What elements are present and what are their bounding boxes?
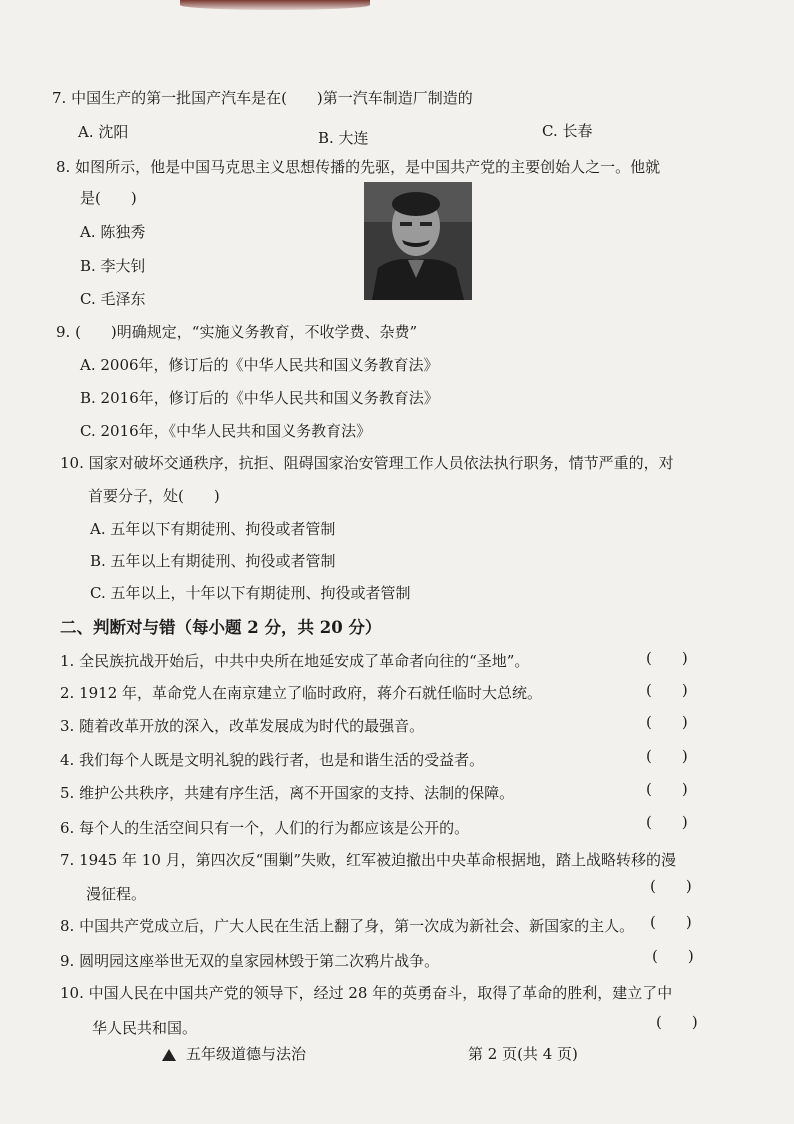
footer-subject-text: 五年级道德与法治 bbox=[186, 1045, 307, 1063]
tf-item-9: 9. 圆明园这座举世无双的皇家园林毁于第二次鸦片战争。 bbox=[60, 952, 440, 970]
tf-answer-5: ( ) bbox=[646, 780, 688, 798]
tf-answer-10: ( ) bbox=[656, 1013, 698, 1031]
portrait-figure bbox=[364, 182, 472, 300]
q9-option-a: A. 2006年，修订后的《中华人民共和国义务教育法》 bbox=[80, 356, 439, 374]
q8-option-a: A. 陈独秀 bbox=[80, 223, 146, 241]
footer-page-number: 第 2 页(共 4 页) bbox=[468, 1045, 578, 1063]
tf-item-6: 6. 每个人的生活空间只有一个，人们的行为都应该是公开的。 bbox=[60, 819, 470, 837]
q10-option-a: A. 五年以下有期徒刑、拘役或者管制 bbox=[90, 520, 336, 538]
tf-answer-8: ( ) bbox=[650, 913, 692, 931]
q10-text-line1: 10. 国家对破坏交通秩序，抗拒、阻碍国家治安管理工作人员依法执行职务，情节严重的，对 bbox=[60, 454, 674, 472]
tf-answer-2: ( ) bbox=[646, 681, 688, 699]
footer-subject bbox=[162, 1044, 306, 1064]
tf-item-7-line1: 7. 1945 年 10 月，第四次反“围剿”失败，红军被迫撤出中央革命根据地，踏上战略转移的漫 bbox=[60, 851, 676, 869]
portrait-photo bbox=[364, 182, 472, 300]
triangle-logo-icon bbox=[162, 1049, 176, 1061]
q10-option-c: C. 五年以上，十年以下有期徒刑、拘役或者管制 bbox=[90, 584, 411, 602]
tf-answer-6: ( ) bbox=[646, 813, 688, 831]
tf-item-7-line2: 漫征程。 bbox=[86, 885, 147, 903]
q8-text-line1: 8. 如图所示，他是中国马克思主义思想传播的先驱，是中国共产党的主要创始人之一。他就 bbox=[56, 158, 661, 176]
tf-item-2: 2. 1912 年，革命党人在南京建立了临时政府，蒋介石就任临时大总统。 bbox=[60, 684, 543, 702]
q9-option-c: C. 2016年，《中华人民共和国义务教育法》 bbox=[80, 422, 372, 440]
tf-item-8: 8. 中国共产党成立后，广大人民在生活上翻了身，第一次成为新社会、新国家的主人。 bbox=[60, 917, 635, 935]
q8-option-b: B. 李大钊 bbox=[80, 257, 146, 275]
q7-option-b: B. 大连 bbox=[318, 129, 369, 147]
tf-item-1: 1. 全民族抗战开始后，中共中央所在地延安成了革命者向往的“圣地”。 bbox=[60, 652, 530, 670]
q9-option-b: B. 2016年，修订后的《中华人民共和国义务教育法》 bbox=[80, 389, 439, 407]
tf-item-3: 3. 随着改革开放的深入，改革发展成为时代的最强音。 bbox=[60, 717, 425, 735]
q7-option-a: A. 沈阳 bbox=[78, 123, 129, 141]
section2-title: 二、判断对与错（每小题 2 分，共 20 分） bbox=[60, 618, 382, 637]
q7-option-c: C. 长春 bbox=[542, 122, 593, 140]
tf-answer-9: ( ) bbox=[652, 947, 694, 965]
q10-text-line2: 首要分子，处( ) bbox=[88, 487, 220, 505]
tf-item-4: 4. 我们每个人既是文明礼貌的践行者，也是和谐生活的受益者。 bbox=[60, 751, 485, 769]
tf-item-10-line2: 华人民共和国。 bbox=[92, 1019, 198, 1037]
q7-text: 7. 中国生产的第一批国产汽车是在( )第一汽车制造厂制造的 bbox=[52, 89, 473, 107]
tf-answer-4: ( ) bbox=[646, 747, 688, 765]
q9-text: 9. ( )明确规定，“实施义务教育，不收学费、杂费” bbox=[56, 323, 418, 341]
tf-answer-7: ( ) bbox=[650, 877, 692, 895]
q8-text-line2: 是( ) bbox=[80, 189, 137, 207]
tf-answer-3: ( ) bbox=[646, 713, 688, 731]
q8-option-c: C. 毛泽东 bbox=[80, 290, 146, 308]
tf-item-10-line1: 10. 中国人民在中国共产党的领导下，经过 28 年的英勇奋斗，取得了革命的胜利，建立了中 bbox=[60, 984, 673, 1002]
tf-answer-1: ( ) bbox=[646, 649, 688, 667]
tf-item-5: 5. 维护公共秩序，共建有序生活，离不开国家的支持、法制的保障。 bbox=[60, 784, 515, 802]
q10-option-b: B. 五年以上有期徒刑、拘役或者管制 bbox=[90, 552, 336, 570]
